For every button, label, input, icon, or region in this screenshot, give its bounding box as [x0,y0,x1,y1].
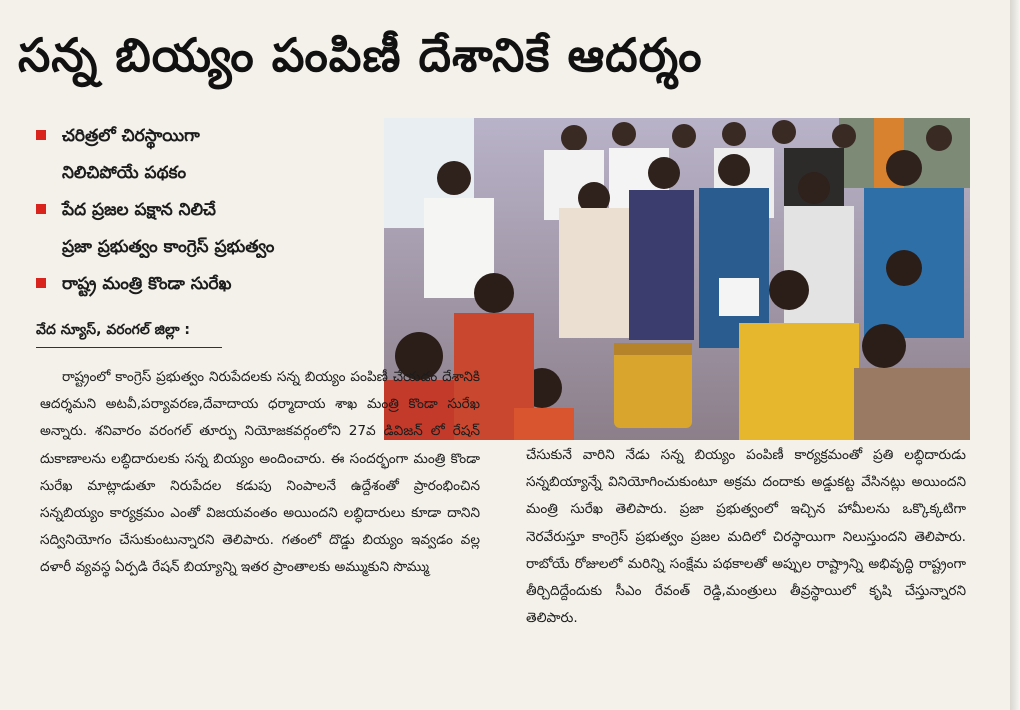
highlight-item [36,192,376,229]
bullet-square-icon [36,130,46,140]
highlight-item [36,118,376,155]
bullet-square-icon [36,204,46,214]
highlight-text: పేద ప్రజల పక్షాన నిలిచే [62,200,216,220]
page-edge-shadow [1010,0,1020,710]
highlight-text: ప్రజా ప్రభుత్వం కాంగ్రెస్ ప్రభుత్వం [62,237,275,257]
highlights-list [36,118,376,303]
bullet-square-icon [36,278,46,288]
highlight-text: చరిత్రలో చిరస్థాయిగా [62,126,200,146]
headline: సన్న బియ్యం పంపిణీ దేశానికే ఆదర్శం [18,28,703,82]
article-body-left-column: రాష్ట్రంలో కాంగ్రెస్ ప్రభుత్వం నిరుపేదలకు సన్న బియ్యం పంపిణీ చేయడం దేశానికి ఆదర్శమని అటవీ,పర్యావరణ,దేవాదాయ ధర్మాదాయ శాఖ మంత్రి కొండా సురేఖ అన్నారు. శనివారం వరంగల్ తూర్పు నియోజకవర్గంలోని 27వ డివిజన్ లో రేషన్ దుకాణాలను లబ్ధిదారులకు సన్న బియ్యం అందించారు. ఈ సందర్భంగా మంత్రి కొండా సురేఖ మాట్లాడుతూ నిరుపేదల కడుపు నింపాలనే ఉద్దేశంతో ప్రారంభించిన సన్నబియ్యం కార్యక్రమం ఎంతో విజయవంతం అయిందని లబ్ధిదారులు కూడా దానిని సద్వినియోగం చేసుకుంటున్నారని తెలిపారు. గతంలో దొడ్డు బియ్యం ఇవ్వడం వల్ల దళారీ వ్యవస్థ ఏర్పడి రేషన్ బియ్యాన్ని ఇతర ప్రాంతాలకు అమ్ముకుని సొమ్ము [40,369,480,576]
highlight-item-continued [36,155,376,192]
highlight-item [36,266,376,303]
highlight-item-continued [36,229,376,266]
article-body-right-column: చేసుకునే వారిని నేడు సన్న బియ్యం పంపిణీ కార్యక్రమంతో ప్రతి లబ్ధిదారుడు సన్నబియ్యాన్నే వినియోగించుకుంటూ అక్రమ దందాకు అడ్డుకట్ట వేసినట్లు అయిందని మంత్రి సురేఖ తెలిపారు. ప్రజా ప్రభుత్వంలో ఇచ్చిన హామీలను ఒక్కొక్కటిగా నెరవేరుస్తూ కాంగ్రెస్ ప్రభుత్వం ప్రజల మదిలో చిరస్థాయిగా నిలుస్తుందని తెలిపారు. రాబోయే రోజులలో మరిన్ని సంక్షేమ పథకాలతో అప్పుల రాష్ట్రాన్ని అభివృద్ధి రాష్ట్రంగా తీర్చిదిద్దేందుకు సీఎం రేవంత్ రెడ్డి,మంత్రులు తీవ్రస్థాయిలో కృషి చేస్తున్నారని తెలిపారు. [526,447,966,627]
highlight-text: నిలిచిపోయే పథకం [62,163,187,183]
highlight-text: రాష్ట్ర మంత్రి కొండా సురేఖ [62,274,232,294]
byline: వేద న్యూస్, వరంగల్ జిల్లా : [36,322,222,348]
